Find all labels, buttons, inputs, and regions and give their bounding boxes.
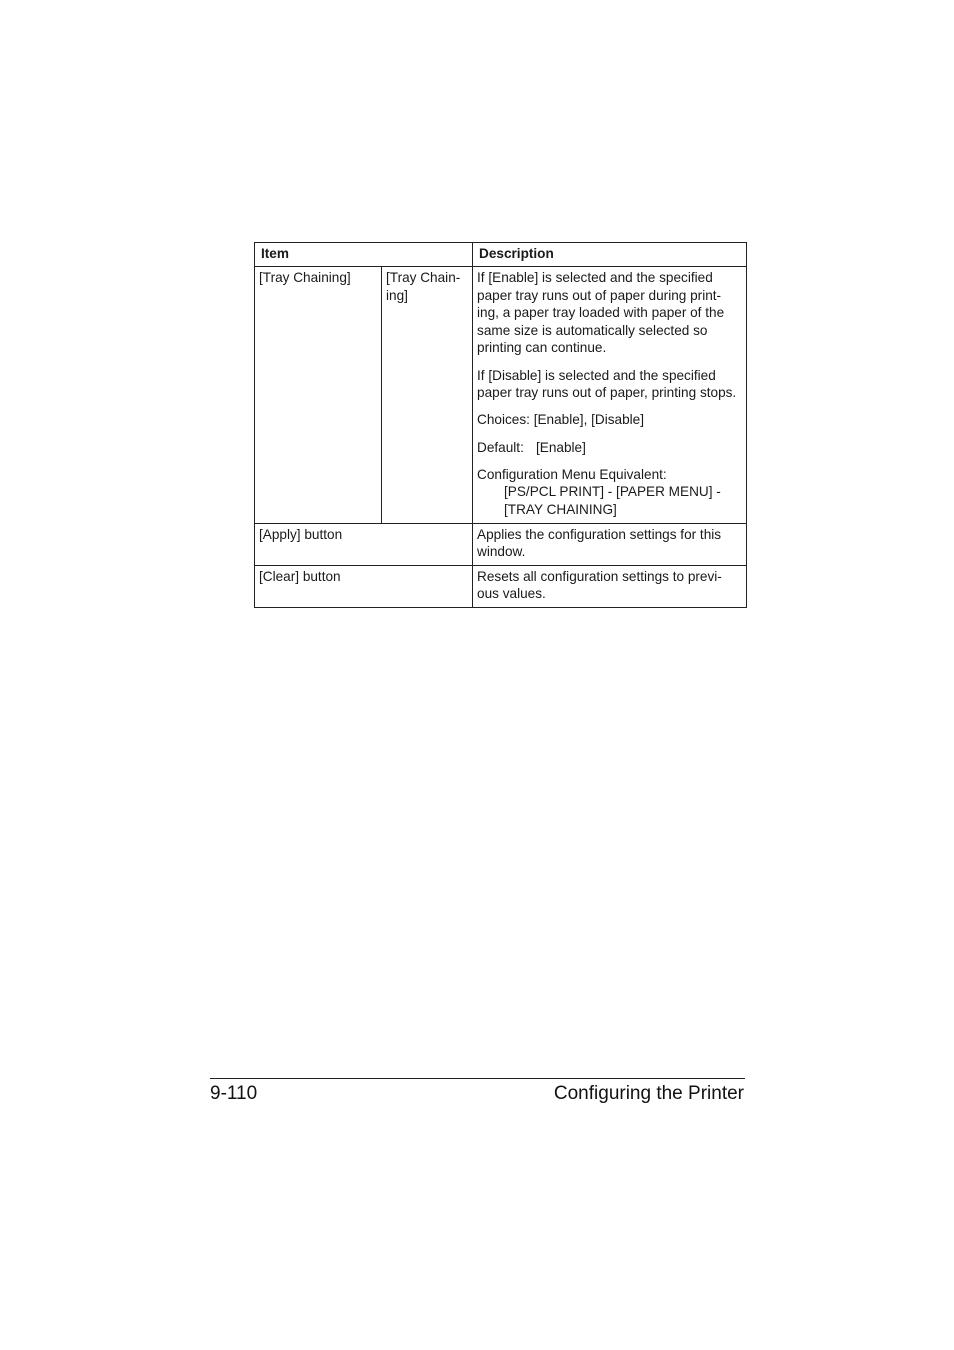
cell-item-clear: [Clear] button [255, 565, 473, 607]
section-title: Configuring the Printer [553, 1083, 744, 1104]
choices-label: Choices: [477, 412, 530, 428]
settings-table [254, 242, 747, 608]
cell-description-apply: Applies the configuration settings for this window. [473, 523, 747, 565]
cell-description-tray-chaining [473, 267, 747, 524]
cell-item-apply: [Apply] button [255, 523, 473, 565]
default-value: [Enable] [536, 439, 586, 455]
header-description: Description [473, 243, 747, 267]
footer-divider [210, 1078, 745, 1079]
cell-description-clear: Resets all configuration settings to previ-ous values. [473, 565, 747, 607]
menu-equivalent-value: [PS/PCL PRINT] - [PAPER MENU] - [TRAY CHAINING] [504, 484, 721, 517]
table-row-tray-chaining [255, 267, 747, 524]
cell-subitem-tray-chaining: [Tray Chain-ing] [382, 267, 473, 524]
page-number: 9-110 [210, 1083, 258, 1104]
table-row-apply [255, 523, 747, 565]
choices-value: [Enable], [Disable] [533, 412, 645, 428]
description-enable-paragraph: If [Enable] is selected and the specified paper tray runs out of paper during print-ing, a paper tray loaded with paper of the same size is automatically selected so printing can continue. [477, 270, 725, 356]
menu-equivalent-line [477, 466, 742, 519]
menu-equivalent-label: Configuration Menu Equivalent: [477, 466, 667, 482]
table-header-row [255, 243, 747, 267]
table-row-clear [255, 565, 747, 607]
header-item: Item [255, 243, 473, 267]
description-disable-paragraph: If [Disable] is selected and the specified paper tray runs out of paper, printing stops. [477, 367, 737, 401]
default-line [477, 439, 742, 457]
default-label: Default: [477, 439, 524, 455]
table-header [255, 243, 747, 267]
choices-line [477, 411, 742, 429]
cell-item-tray-chaining: [Tray Chaining] [255, 267, 382, 524]
